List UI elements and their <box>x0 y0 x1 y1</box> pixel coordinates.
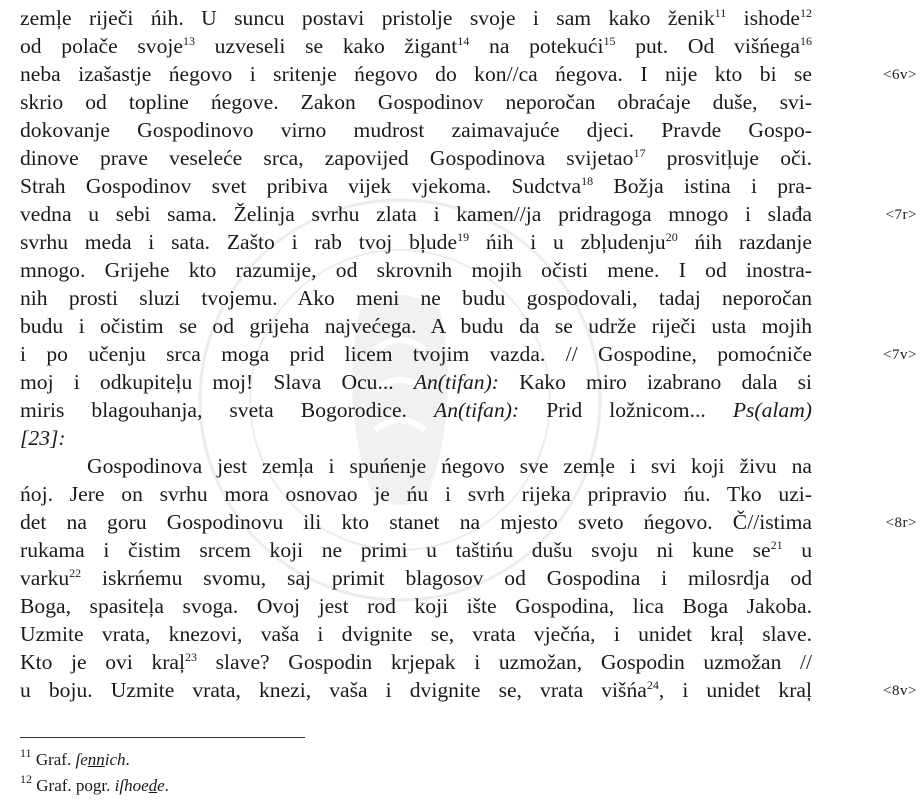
underline: nn <box>87 750 105 769</box>
text-run: svrhu meda i sata. Zašto i rab tvoj bļude <box>20 230 458 254</box>
text-run: Kto je ovi kraļ <box>20 650 186 674</box>
text-run: Uzmite vrata, knezovi, vaša i dvignite se, vrata vječńa, i unidet kraļ slave. <box>20 622 812 646</box>
footnote-ref: 12 <box>800 6 812 20</box>
italic-run: An(tifan): <box>413 370 499 394</box>
text-line <box>20 340 812 368</box>
folio-mark-6v: <6v> <box>883 67 917 83</box>
text-run: iskrńemu svomu, saj primit blagosov od Gospodina i milosrdja od <box>81 566 812 590</box>
text-run: uzveseli se kako žigant <box>194 34 458 58</box>
footnote-ref: 13 <box>182 34 195 48</box>
text-run: Gospodinova jest zemļa i spuńenje ńegovo sve zemļe i svi koji živu na <box>87 454 812 478</box>
text-run: u <box>782 538 812 562</box>
footnote-suffix: . <box>125 750 130 769</box>
text-run: nih prosti sluzi tvojemu. Ako meni ne budu gospodovali, tadaj neporočan <box>20 286 812 310</box>
text-run: slave? Gospodin krjepak i uzmožan, Gospodin uzmožan // <box>197 650 812 674</box>
footnote-suffix: . <box>164 776 169 795</box>
text-run: zemļe riječi ńih. U suncu postavi pristolje svoje i sam kako ženik <box>20 6 715 30</box>
text-line <box>20 4 812 32</box>
footnote-ref: 24 <box>646 678 659 692</box>
text-line <box>20 172 812 200</box>
folio-mark-8v: <8v> <box>883 683 917 699</box>
text-line <box>20 228 812 256</box>
text-run: Kako miro izabrano dala si <box>498 370 812 394</box>
footnote <box>20 746 130 771</box>
text-run: miris blagouhanja, sveta Bogorodice. <box>20 398 434 422</box>
footnote-ref: 11 <box>714 6 727 20</box>
text-line <box>20 508 812 536</box>
text-line <box>20 648 812 676</box>
text-run: ńih i u zbļudenju <box>469 230 666 254</box>
text-line <box>20 592 812 620</box>
text-line <box>20 620 812 648</box>
text-run: moj i odkupiteļu moj! Slava Ocu... <box>20 370 414 394</box>
text-line <box>20 564 812 592</box>
footnote-ref: 17 <box>633 146 646 160</box>
folio-mark-8r: <8r> <box>885 515 917 531</box>
text-line <box>20 368 812 396</box>
text-run: , i unidet kraļ <box>658 678 813 702</box>
text-run: skrio od topline ńegove. Zakon Gospodinov neporočan obraćaje duše, svi- <box>20 90 812 114</box>
text-run: i po učenju srca moga prid licem tvojim vazda. // Gospodine, pomoćniče <box>20 342 812 366</box>
footnote-ref: 19 <box>457 230 470 244</box>
text-line <box>20 32 812 60</box>
footnote-number: 11 <box>20 746 32 760</box>
footnote-ref: 14 <box>457 34 470 48</box>
text-run: ńoj. Jere on svrhu mora osnovao je ńu i svrh rijeka pripravio ńu. Tko uzi- <box>20 482 812 506</box>
text-run: rukama i čistim srcem koji ne primi u taštińu dušu svoju ni kune se <box>20 538 771 562</box>
text-line <box>20 116 812 144</box>
text-run: Boga, spasiteļa svoga. Ovoj jest rod koji ište Gospodina, lica Boga Jakoba. <box>20 594 812 618</box>
text-line <box>20 88 812 116</box>
footnote <box>20 772 169 797</box>
text-line <box>87 452 812 480</box>
underline: d <box>148 776 158 795</box>
footnote-graphic-form: ſennich <box>75 750 126 769</box>
text-run: Božja istina i pra- <box>593 174 812 198</box>
text-run: Prid ložnicom... <box>519 398 733 422</box>
text-run: dokovanje Gospodinovo virno mudrost zaimavajuće djeci. Pravde Gospo- <box>20 118 812 142</box>
folio-mark-7v: <7v> <box>883 347 917 363</box>
text-run: put. Od višńega <box>615 34 800 58</box>
footnote-graphic-form: iſhoede <box>114 776 165 795</box>
text-line <box>20 676 812 704</box>
text-line <box>20 256 812 284</box>
italic-run: An(tifan): <box>434 398 520 422</box>
footnote-number: 12 <box>20 772 32 786</box>
text-run: ishode <box>726 6 800 30</box>
text-run: mnogo. Grijehe kto razumije, od skrovnih mojih očisti mene. I od inostra- <box>20 258 812 282</box>
folio-mark-7r: <7r> <box>885 207 917 223</box>
text-line <box>20 480 812 508</box>
text-line <box>20 536 812 564</box>
footnote-ref: 15 <box>603 34 616 48</box>
footnote-ref: 20 <box>665 230 678 244</box>
text-run: na potekući <box>469 34 604 58</box>
footnote-ref: 18 <box>581 174 594 188</box>
text-line <box>20 200 812 228</box>
footnote-rule <box>20 737 305 738</box>
text-run: u boju. Uzmite vrata, knezi, vaša i dvignite se, vrata višńa <box>20 678 647 702</box>
text-run: det na goru Gospodinovu ili kto stanet na mjesto sveto ńegovo. Č//istima <box>20 510 812 534</box>
text-line <box>20 424 812 452</box>
text-line <box>20 312 812 340</box>
footnote-ref: 22 <box>69 566 82 580</box>
text-line <box>20 144 812 172</box>
text-run: budu i očistim se od grijeha najvećega. A budu da se udrže riječi usta mojih <box>20 314 812 338</box>
text-run: dinove prave veseleće srca, zapovijed Gospodinova svijetao <box>20 146 634 170</box>
text-run: od polače svoje <box>20 34 183 58</box>
text-line <box>20 396 812 424</box>
footnote-ref: 21 <box>770 538 783 552</box>
italic-run: Ps(alam) <box>732 398 812 422</box>
footnote-prefix: Graf. pogr. <box>32 776 115 795</box>
text-line <box>20 284 812 312</box>
text-run: Strah Gospodinov svet pribiva vijek vjekoma. Sudctva <box>20 174 582 198</box>
text-run: neba izašastje ńegovo i sritenje ńegovo do kon//ca ńegova. I nije kto bi se <box>20 62 812 86</box>
text-run: ńih razdanje <box>677 230 812 254</box>
footnote-ref: 23 <box>185 650 198 664</box>
italic-run: [23]: <box>20 426 66 450</box>
footnote-ref: 16 <box>799 34 812 48</box>
text-run: varku <box>20 566 70 590</box>
text-run: prosvitļuje oči. <box>645 146 812 170</box>
footnote-prefix: Graf. <box>31 750 76 769</box>
text-run: vedna u sebi sama. Želinja svrhu zlata i kamen//ja pridragoga mnogo i slađa <box>20 202 812 226</box>
text-line <box>20 60 812 88</box>
